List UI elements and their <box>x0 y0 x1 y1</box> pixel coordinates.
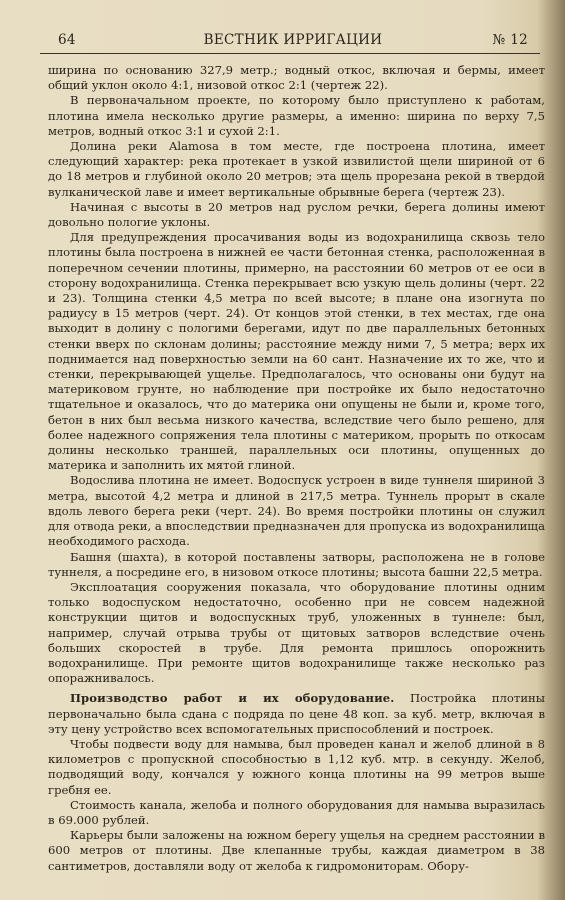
paragraph: Башня (шахта), в которой поставлены затворы, расположена не в голове туннеля, а посредине его, в низовом откосе плотины; высота башни 22,5 метра. <box>48 549 545 579</box>
journal-title: ВЕСТНИК ИРРИГАЦИИ <box>203 32 383 48</box>
section-text: Постройка плотины первоначально была сдана с подряда по цене 48 коп. за куб. метр, включая в эту цену устройство всех вспомогательных приспособлений и построек. <box>48 691 546 736</box>
paragraph: В первоначальном проекте, по которому было приступлено к работам, плотина имела несколько другие размеры, а именно: ширина по верху 7,5 метров, водный откос 3:1 и сухой 2:1. <box>48 93 545 138</box>
paragraph: Карьеры были заложены на южном берегу ущелья на среднем расстоянии в 600 метров от плотины. Две клепанные трубы, каждая диаметром в 38 сантиметров, доставляли воду от желоба к гидромониторам. Обору- <box>48 828 545 873</box>
paragraph: Чтобы подвести воду для намыва, был проведен канал и желоб длиной в 8 километров с пропускной способностью в 1,12 куб. мтр. в секунду. Желоб, подводящий воду, кончался у южного конца плотины на 99 метров выше гребня ее. <box>48 736 545 797</box>
page-number: 64 <box>58 32 76 48</box>
paragraph: Стоимость канала, желоба и полного оборудования для намыва выразилась в 69.000 рублей. <box>48 797 545 827</box>
paragraph: Эксплоатация сооружения показала, что оборудование плотины одним только водоспуском недостаточно, особенно при не совсем надежной конструкции щитов и водоспускных труб, уложенных в туннеле: был, например, случай отрыва трубы от щитовых затворов вследствие очень больших скоростей в трубе. Для ремонта пришлось опорожнить водохранилище. При ремонте щитов водохранилище также несколько раз опоражнивалось. <box>48 579 545 686</box>
section-heading: Производство работ и их оборудование. <box>70 691 395 706</box>
article-body <box>48 63 545 874</box>
issue-number: № 12 <box>492 32 528 48</box>
paragraph: Долина реки Alamosa в том месте, где построена плотина, имеет следующий характер: река протекает в узкой извилистой щели шириной от 6 до 18 метров и глубиной около 20 метров; эта щель прорезана рекой в твердой вулканической лаве и имеет вертикальные обрывные берега (чертеж 23). <box>48 139 545 199</box>
section-paragraph <box>48 691 545 737</box>
paragraph: Для предупреждения просачивания воды из водохранилища сквозь тело плотины была построена в нижней ее части бетонная стенка, расположенная в поперечном сечении плотины, примерно, на расстоянии 60 метров от ее оси в сторону водохранилища. Стенка перекрывает всю узкую щель долины (черт. 22 и 23). Толщина стенки 4,5 метра по всей высоте; в плане она изогнута по радиусу в 15 метров (черт. 24). От концов этой стенки, в тех местах, где она выходит в долину с пологими берегами, идут по две параллельных бетонных стенки вверх по склонам долины; расстояние между ними 7, 5 метра; верх их поднимается над поверхностью земли на 60 сант. Назначение их то же, что и стенки, перекрывающей ущелье. Предполагалось, что основаны они будут на материковом грунте, но наблюдение при постройке их было недостаточно тщательное и оказалось, что до материка они опущены не были и, кроме того, бетон в них был весьма низкого качества, вследствие чего было решено, для более надежного сопряжения тела плотины с материком, прорыть по откосам долины несколько траншей, параллельных оси плотины, опущенных до материка и заполнить их мятой глиной. <box>48 230 545 473</box>
paragraph: ширина по основанию 327,9 метр.; водный откос, включая и бермы, имеет общий уклон около 4:1, низовой откос 2:1 (чертеж 22). <box>48 63 545 93</box>
page-header <box>48 32 538 50</box>
paragraph: Водослива плотина не имеет. Водоспуск устроен в виде туннеля шириной 3 метра, высотой 4,2 метра и длиной в 217,5 метра. Туннель прорыт в скале вдоль левого берега реки (черт. 24). Во время постройки плотины он служил для отвода реки, а впоследствии предназначен для пропуска из водохранилища необходимого расхода. <box>48 473 545 549</box>
paragraph: Начиная с высоты в 20 метров над руслом речки, берега долины имеют довольно пологие уклоны. <box>48 199 545 230</box>
header-rule <box>40 53 540 54</box>
